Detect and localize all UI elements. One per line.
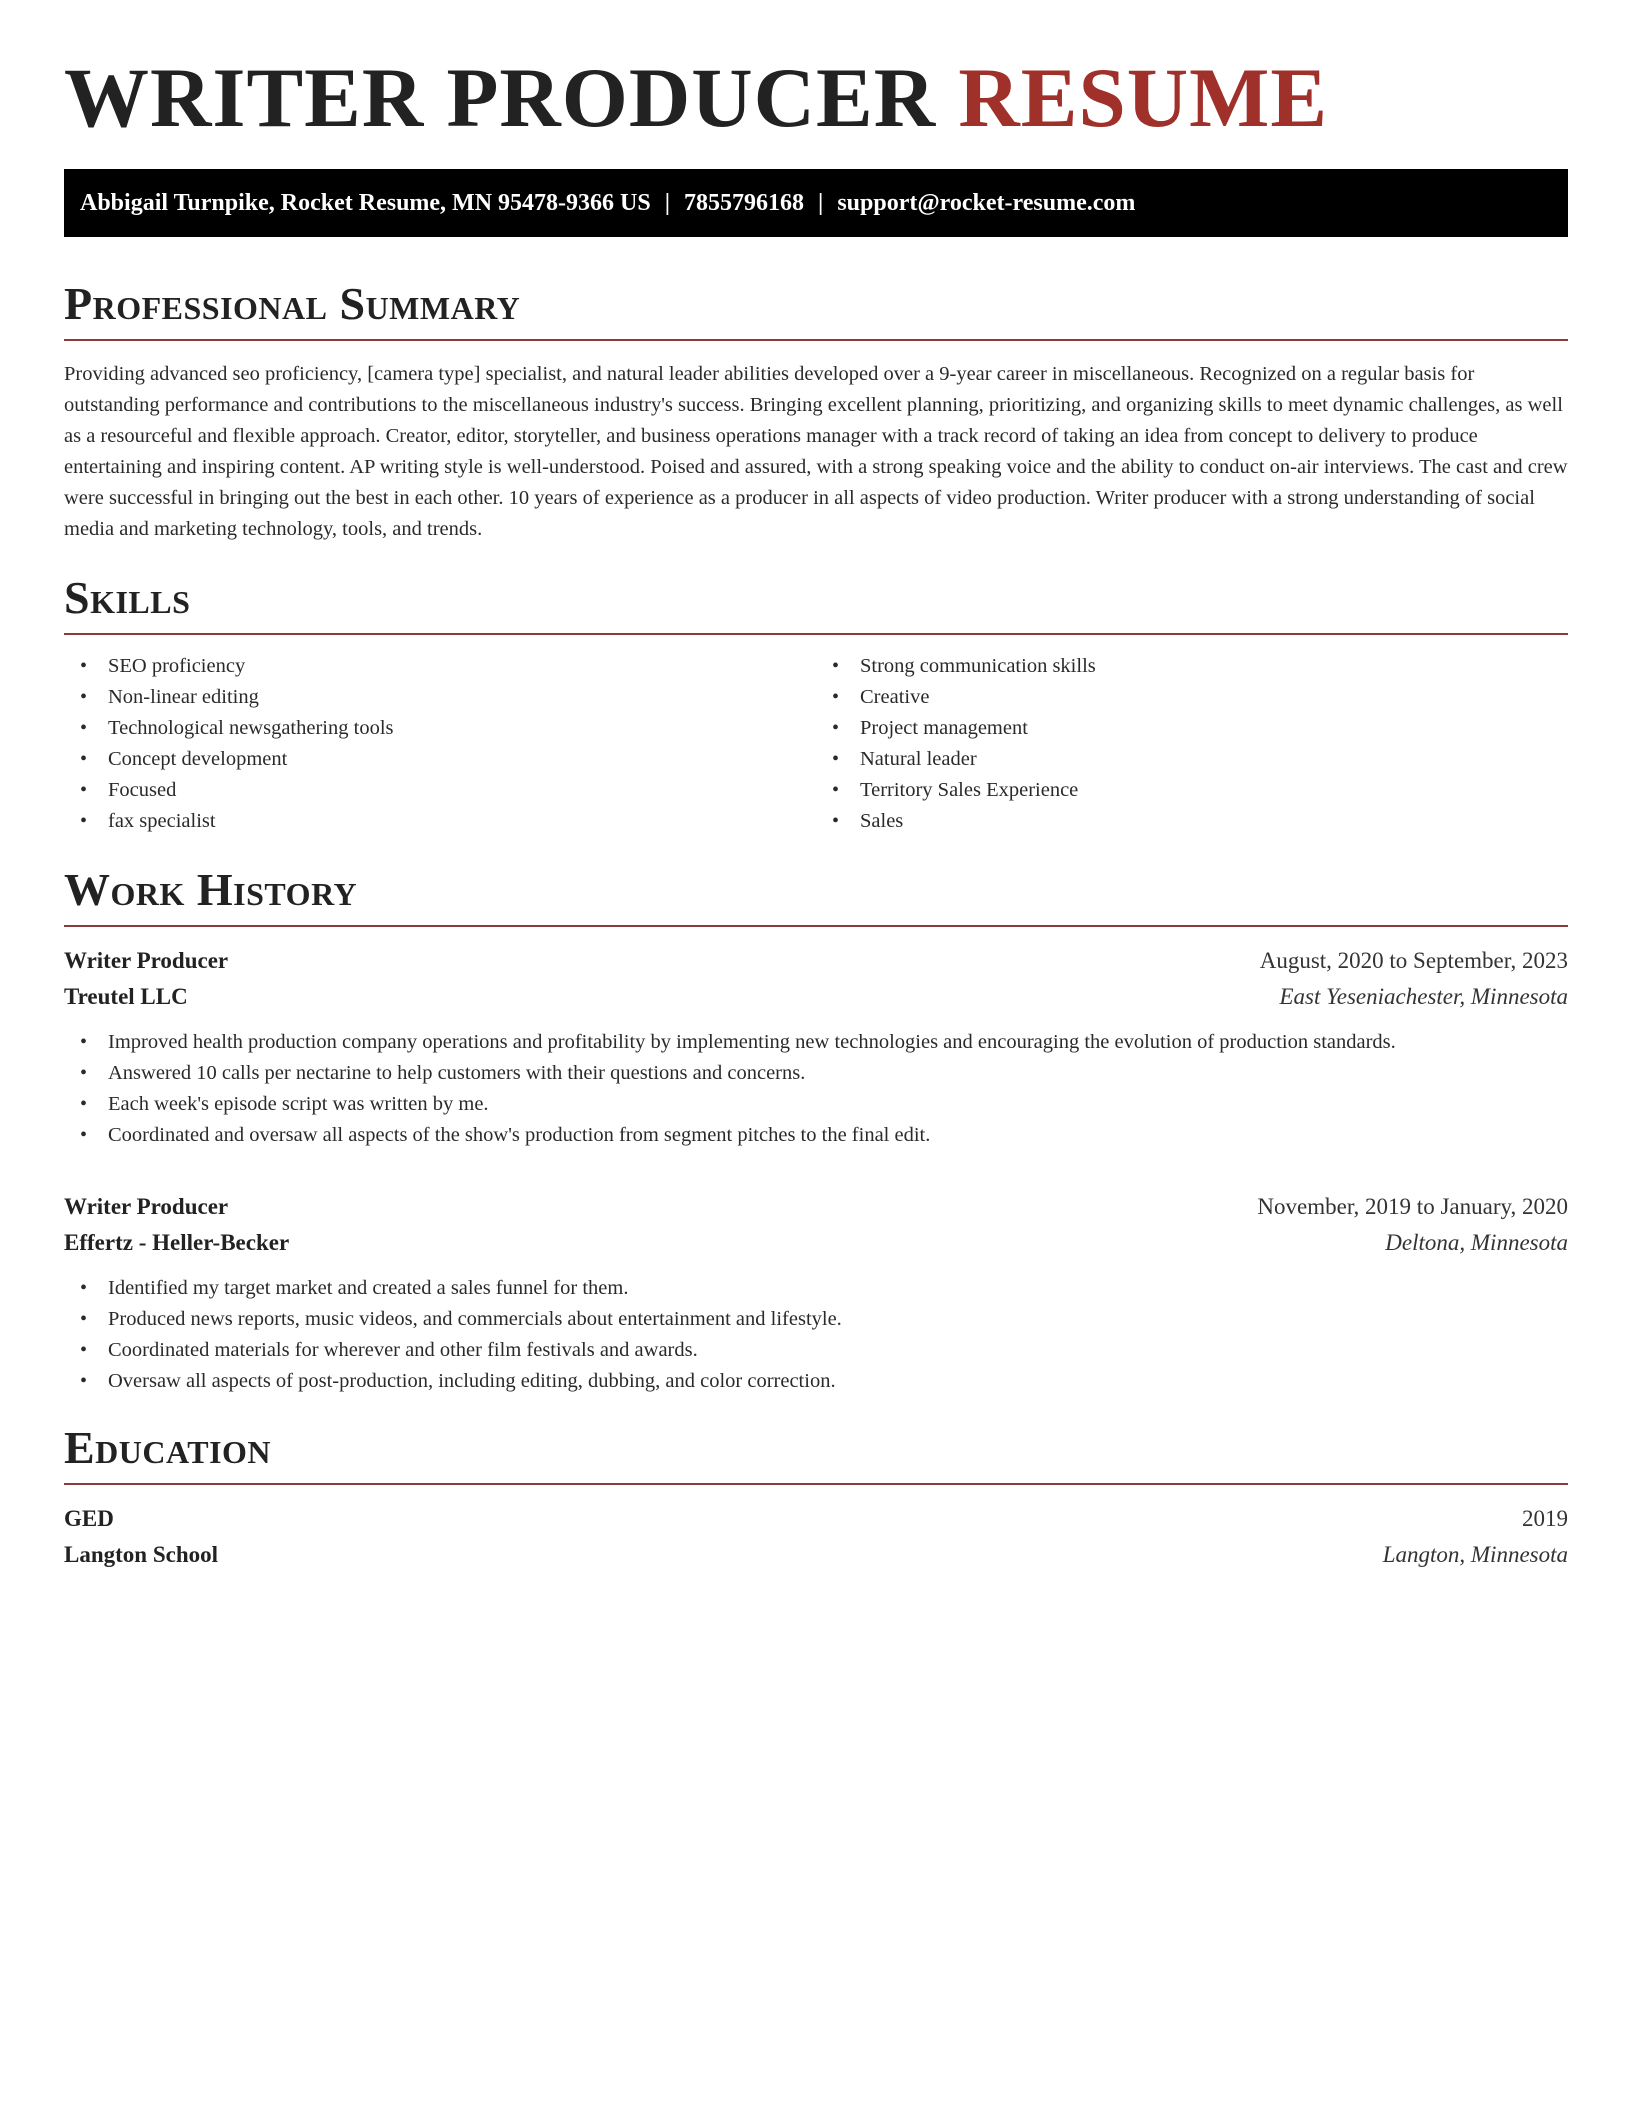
job-bullets bbox=[64, 1273, 1568, 1397]
contact-separator: | bbox=[664, 189, 671, 216]
contact-separator: | bbox=[818, 189, 824, 216]
skill-item: • Creative bbox=[816, 682, 1568, 713]
job-bullet: • Answered 10 calls per nectarine to help customers with their questions and concerns. bbox=[64, 1058, 1568, 1089]
contact-bar bbox=[64, 169, 1568, 237]
job-title: Writer Producer bbox=[64, 948, 229, 973]
skill-item: • Concept development bbox=[64, 744, 816, 775]
skill-item: • Strong communication skills bbox=[816, 651, 1568, 682]
skills-right-list bbox=[816, 651, 1568, 837]
job-title-row bbox=[64, 943, 1568, 979]
contact-phone: 7855796168 bbox=[684, 189, 805, 216]
job-location: East Yeseniachester, Minnesota bbox=[1279, 984, 1568, 1009]
job-company-row bbox=[64, 979, 1568, 1015]
job-dates: November, 2019 to January, 2020 bbox=[1257, 1194, 1568, 1219]
resume-title bbox=[64, 51, 1568, 145]
skills-columns bbox=[64, 651, 1568, 837]
job-company: Treutel LLC bbox=[64, 984, 188, 1009]
job-bullet: • Each week's episode script was written by me. bbox=[64, 1089, 1568, 1120]
title-main: WRITER PRODUCER bbox=[64, 51, 937, 145]
job-bullet: • Produced news reports, music videos, and commercials about entertainment and lifestyle. bbox=[64, 1304, 1568, 1335]
skill-item: • fax specialist bbox=[64, 806, 816, 837]
skills-section bbox=[64, 572, 1568, 837]
skill-item: • Non-linear editing bbox=[64, 682, 816, 713]
education-year: 2019 bbox=[1522, 1506, 1568, 1531]
job-entry bbox=[64, 943, 1568, 1151]
skill-item: • Territory Sales Experience bbox=[816, 775, 1568, 806]
skill-item: • Natural leader bbox=[816, 744, 1568, 775]
job-bullet: • Oversaw all aspects of post-production, including editing, dubbing, and color correction. bbox=[64, 1366, 1568, 1397]
contact-email: support@rocket-resume.com bbox=[837, 189, 1136, 216]
job-company-row bbox=[64, 1225, 1568, 1261]
job-bullet: • Identified my target market and created a sales funnel for them. bbox=[64, 1273, 1568, 1304]
job-bullet: • Coordinated and oversaw all aspects of the show's production from segment pitches to the final edit. bbox=[64, 1120, 1568, 1151]
work-heading: Work History bbox=[64, 867, 1568, 927]
summary-section bbox=[64, 278, 1568, 545]
skill-item: • SEO proficiency bbox=[64, 651, 816, 682]
job-bullet: • Coordinated materials for wherever and other film festivals and awards. bbox=[64, 1335, 1568, 1366]
summary-text: Providing advanced seo proficiency, [camera type] specialist, and natural leader abilities developed over a 9-year career in miscellaneous. Recognized on a regular basis for outstanding performance and contributions to the miscellaneous industry's success. Bringing excellent planning, prioritizing, and organizing skills to meet dynamic challenges, as well as a resourceful and flexible approach. Creator, editor, storyteller, and business operations manager with a track record of taking an idea from concept to delivery to produce entertaining and inspiring content. AP writing style is well-understood. Poised and assured, with a strong speaking voice and the ability to conduct on-air interviews. The cast and crew were successful in bringing out the best in each other. 10 years of experience as a producer in all aspects of video production. Writer producer with a strong understanding of social media and marketing technology, tools, and trends. bbox=[64, 363, 1568, 540]
education-section bbox=[64, 1422, 1568, 1573]
title-accent: RESUME bbox=[958, 51, 1329, 145]
job-company: Effertz - Heller-Becker bbox=[64, 1230, 290, 1255]
education-entry bbox=[64, 1501, 1568, 1573]
job-bullets bbox=[64, 1027, 1568, 1151]
contact-address: Abbigail Turnpike, Rocket Resume, MN 95478-9366 US bbox=[80, 189, 651, 216]
education-degree: GED bbox=[64, 1506, 114, 1531]
education-degree-row bbox=[64, 1501, 1568, 1537]
education-school: Langton School bbox=[64, 1542, 219, 1567]
job-entry bbox=[64, 1189, 1568, 1397]
skill-item: • Focused bbox=[64, 775, 816, 806]
summary-heading: Professional Summary bbox=[64, 281, 1568, 341]
skill-item: • Sales bbox=[816, 806, 1568, 837]
job-location: Deltona, Minnesota bbox=[1385, 1230, 1568, 1255]
job-bullet: • Improved health production company operations and profitability by implementing new technologies and encouraging the evolution of production standards. bbox=[64, 1027, 1568, 1058]
education-heading: Education bbox=[64, 1425, 1568, 1485]
job-dates: August, 2020 to September, 2023 bbox=[1259, 948, 1568, 973]
skill-item: • Project management bbox=[816, 713, 1568, 744]
job-title: Writer Producer bbox=[64, 1194, 229, 1219]
skills-heading: Skills bbox=[64, 575, 1568, 635]
job-title-row bbox=[64, 1189, 1568, 1225]
education-location: Langton, Minnesota bbox=[1382, 1542, 1568, 1567]
skills-left-list bbox=[64, 651, 816, 837]
education-school-row bbox=[64, 1537, 1568, 1573]
skill-item: • Technological newsgathering tools bbox=[64, 713, 816, 744]
work-section bbox=[64, 864, 1568, 1397]
